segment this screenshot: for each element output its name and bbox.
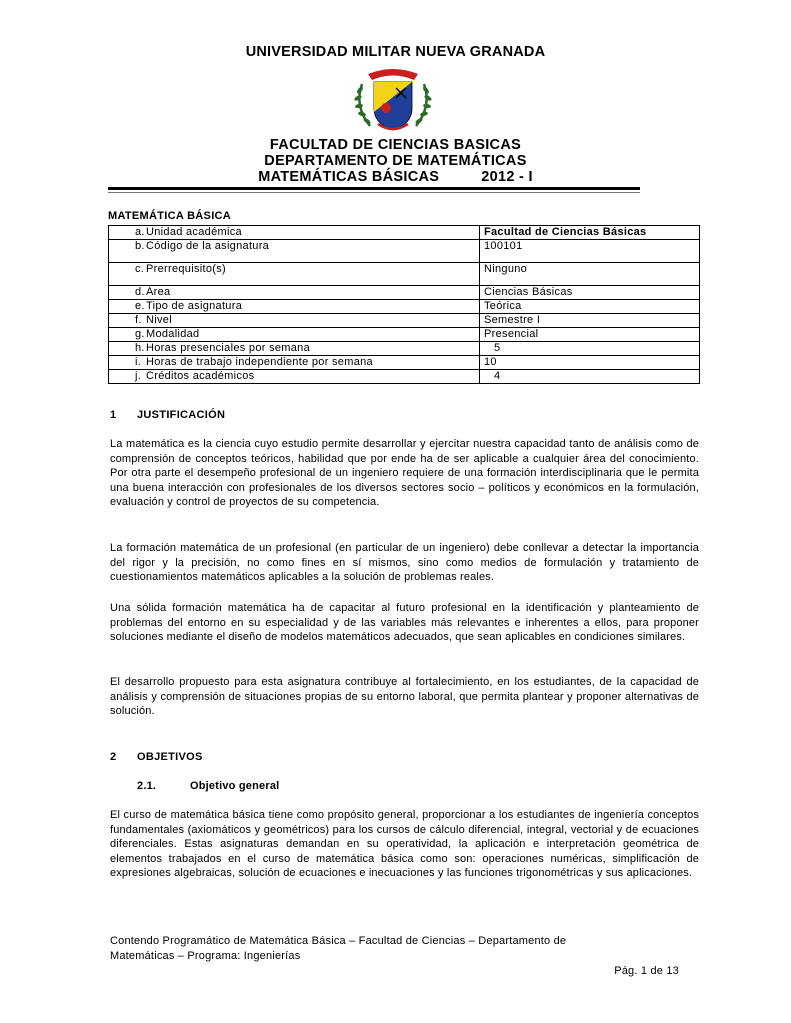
- course-info-row: [109, 370, 700, 384]
- paragraph: Una sólida formación matemática ha de capacitar al futuro profesional en la identificación y planteamiento de problemas del entorno en su especialidad y de las variables más relevantes e inherentes a ellos, para proponer soluciones mediante el diseño de modelos matemáticos adecuados, que sean aplicables en condiciones similares.: [110, 602, 699, 644]
- course-info-label: [109, 226, 480, 240]
- course-info-label: [109, 356, 480, 370]
- course-line-title: MATEMÁTICAS BÁSICAS: [258, 169, 440, 185]
- row-label: Horas presenciales por semana: [146, 342, 310, 354]
- row-letter: d.: [135, 286, 145, 298]
- paragraph: El curso de matemática básica tiene como propósito general, proporcionar a los estudiantes de ingeniería conceptos fundamentales (axiomáticos y geométricos) para los cursos de cálculo diferencial, integral, vectorial y de ecuaciones diferenciales. Estas asignaturas demandan en su operatividad, la aplicación e interpretación geométrica de elementos trabajados en el curso de matemática básica como son: operaciones numéricas, simplificación de expresiones algebraicas, solución de ecuaciones e inecuaciones y las funciones trigonométricas y sus aplicaciones.: [110, 809, 699, 880]
- row-label: Unidad académica: [146, 226, 242, 238]
- row-label: Código de la asignatura: [146, 240, 270, 252]
- course-info-label: [109, 263, 480, 286]
- course-info-value: Ciencias Básicas: [480, 286, 700, 300]
- row-label: Nivel: [146, 314, 172, 326]
- footer-line: Contendo Programático de Matemática Básica – Facultad de Ciencias – Departamento de: [110, 935, 567, 947]
- row-label: Tipo de asignatura: [146, 300, 243, 312]
- course-info-label: [109, 370, 480, 384]
- course-info-value: Presencial: [480, 328, 700, 342]
- section-number: 2: [110, 751, 117, 763]
- row-letter: b.: [135, 240, 145, 252]
- university-crest-icon: [352, 64, 434, 134]
- page-footer: [110, 934, 670, 964]
- footer-line: Matemáticas – Programa: Ingenierías: [110, 950, 301, 962]
- row-letter: a.: [135, 226, 145, 238]
- row-label: Horas de trabajo independiente por semana: [146, 356, 373, 368]
- course-info-label: [109, 314, 480, 328]
- academic-period: 2012 - I: [481, 169, 533, 185]
- course-info-value: Ninguno: [480, 263, 700, 286]
- row-letter: j.: [135, 370, 142, 382]
- row-letter: g.: [135, 328, 145, 340]
- subsection-title: Objetivo general: [190, 780, 280, 792]
- paragraph: La matemática es la ciencia cuyo estudio permite desarrollar y ejercitar nuestra capacidad tanto de análisis como de comprensión de conceptos teóricos, habilidad que por ende ha de ser aplicable a cualquier área del conocimiento. Por otra parte el desempeño profesional de un ingeniero requiere de una formación interdisciplinaria que le permita una buena interacción con profesionales de los diversos sectores socio – políticos y económicos en la formulación, evaluación y control de proyectos de su competencia.: [110, 438, 699, 509]
- course-info-value: Facultad de Ciencias Básicas: [480, 226, 700, 240]
- document-heading: [0, 137, 791, 185]
- page-number: Pág. 1 de 13: [614, 965, 679, 977]
- row-letter: h.: [135, 342, 145, 354]
- course-info-row: [109, 300, 700, 314]
- course-info-row: [109, 226, 700, 240]
- header-divider: [108, 187, 640, 190]
- section-title: OBJETIVOS: [137, 751, 203, 763]
- course-period-line: [0, 169, 791, 185]
- section-heading-objetivos: [110, 751, 203, 763]
- course-info-row: [109, 263, 700, 286]
- course-info-value: Semestre I: [480, 314, 700, 328]
- row-letter: i.: [135, 356, 142, 368]
- course-info-value: 10: [480, 356, 700, 370]
- row-label: Prerrequisito(s): [146, 263, 226, 275]
- row-letter: c.: [135, 263, 145, 275]
- course-info-row: [109, 286, 700, 300]
- header-divider-shadow: [108, 192, 640, 193]
- course-info-value: Teórica: [480, 300, 700, 314]
- course-info-table: [108, 225, 700, 384]
- course-info-label: [109, 300, 480, 314]
- course-info-row: [109, 314, 700, 328]
- faculty-title: FACULTAD DE CIENCIAS BASICAS: [269, 137, 522, 153]
- row-label: Modalidad: [146, 328, 200, 340]
- section-heading-justificacion: [110, 409, 225, 421]
- course-info-row: [109, 328, 700, 342]
- university-title: UNIVERSIDAD MILITAR NUEVA GRANADA: [245, 44, 546, 60]
- section-number: 1: [110, 409, 117, 421]
- course-info-value: 5: [480, 342, 700, 356]
- row-label: Área: [146, 286, 171, 298]
- row-label: Créditos académicos: [146, 370, 255, 382]
- department-title: DEPARTAMENTO DE MATEMÁTICAS: [264, 153, 527, 169]
- course-name: MATEMÁTICA BÁSICA: [108, 210, 232, 222]
- row-letter: e.: [135, 300, 145, 312]
- course-info-label: [109, 328, 480, 342]
- course-info-label: [109, 240, 480, 263]
- course-info-row: [109, 240, 700, 263]
- subsection-number: 2.1.: [137, 780, 157, 792]
- section-title: JUSTIFICACIÓN: [137, 409, 226, 421]
- paragraph: La formación matemática de un profesional (en particular de un ingeniero) debe conllevar a detectar la importancia del rigor y la precisión, no como fines en sí mismos, sino como medios de formulación y tratamiento de cuestionamientos matemáticos aplicables a la solución de problemas reales.: [110, 542, 699, 584]
- course-info-value: 100101: [480, 240, 700, 263]
- course-info-row: [109, 342, 700, 356]
- course-info-value: 4: [480, 370, 700, 384]
- subsection-heading-objetivo-general: [137, 780, 279, 792]
- course-info-label: [109, 342, 480, 356]
- paragraph: El desarrollo propuesto para esta asignatura contribuye al fortalecimiento, en los estudiantes, de la capacidad de análisis y comprensión de situaciones propias de su entorno laboral, que permita plantear y proponer alternativas de solución.: [110, 676, 699, 718]
- course-info-label: [109, 286, 480, 300]
- course-info-row: [109, 356, 700, 370]
- row-letter: f.: [135, 314, 142, 326]
